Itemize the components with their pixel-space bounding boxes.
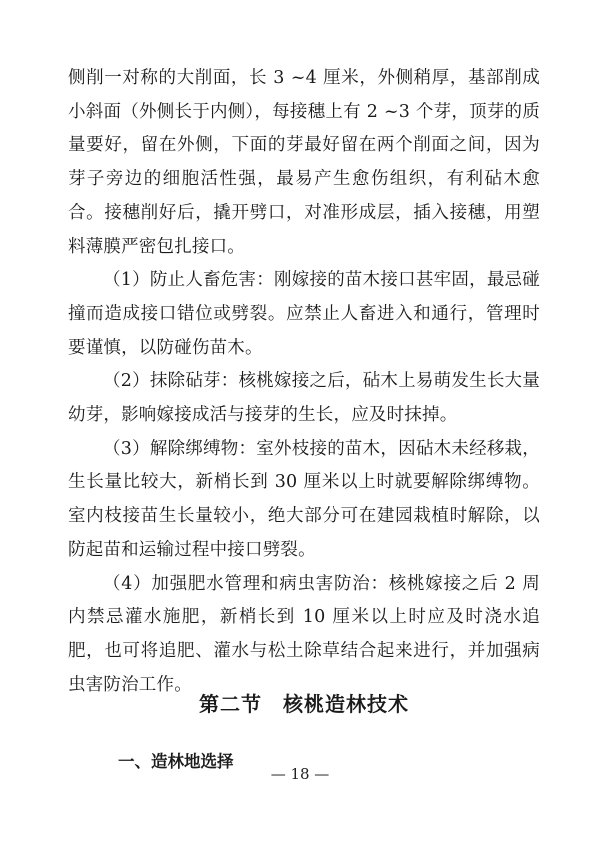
paragraph-remove-bindings: （3）解除绑缚物：室外枝接的苗木，因砧木未经移栽，生长量比较大，新梢长到 30 厘米以上时就要解除绑缚物。室内枝接苗生长量较小，绝大部分可在建园栽植时解除，以防起苗和运输过程中接口劈裂。	[68, 438, 540, 560]
paragraph-remove-sprouts: （2）抹除砧芽：核桃嫁接之后，砧木上易萌发生长大量幼芽，影响嫁接成活与接芽的生长，应及时抹掉。	[68, 371, 540, 426]
page-content	[68, 62, 540, 771]
paragraph-fertilizer-pest-control: （4）加强肥水管理和病虫害防治：核桃嫁接之后 2 周内禁忌灌水施肥，新梢长到 10 厘米以上时应及时浇水追肥，也可将追肥、灌水与松土除草结合起来进行，并加强病虫害防治工作。	[68, 573, 540, 695]
page-number: — 18 —	[270, 765, 330, 783]
subsection-title: 一、造林地选择	[118, 752, 234, 771]
paragraph-grafting-method: 侧削一对称的大削面，长 3 ~4 厘米，外侧稍厚，基部削成小斜面（外侧长于内侧），每接穗上有 2 ~3 个芽，顶芽的质量要好，留在外侧，下面的芽最好留在两个削面之间，因为芽子旁边的细胞活性强，最易产生愈伤组织，有利砧木愈合。接穗削好后，撬开劈口，对准形成层，插入接穗，用塑料薄膜严密包扎接口。	[68, 68, 540, 257]
section-title: 第二节 核桃造林技术	[199, 692, 409, 716]
paragraph-prevent-damage: （1）防止人畜危害：刚嫁接的苗木接口甚牢固，最忌碰撞而造成接口错位或劈裂。应禁止人畜进入和通行，管理时要谨慎，以防碰伤苗木。	[68, 270, 540, 358]
